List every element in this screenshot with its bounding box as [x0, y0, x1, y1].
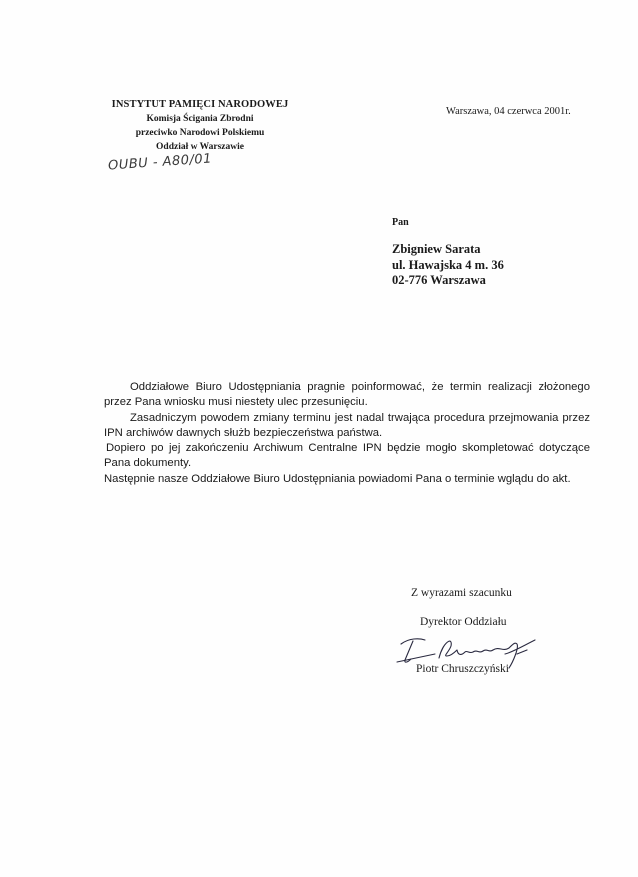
- recipient-street: ul. Hawajska 4 m. 36: [392, 257, 504, 272]
- recipient-name: Zbigniew Sarata: [392, 242, 481, 256]
- paragraph-3: Dopiero po jej zakończeniu Archiwum Centralne IPN będzie mogło skompletować dotyczące Pana dokumenty.: [104, 442, 590, 470]
- recipient-salutation: Pan: [392, 217, 409, 228]
- signer-name: Piotr Chruszczyński: [416, 663, 509, 675]
- handwritten-reference: OUBU - A80/01: [107, 151, 213, 174]
- letterhead-line-3: Oddział w Warszawie: [156, 142, 244, 152]
- recipient-address: [392, 242, 504, 289]
- letterhead: [105, 98, 295, 154]
- letterhead-line-1: Komisja Ścigania Zbrodni: [146, 114, 254, 124]
- closing-regards: Z wyrazami szacunku: [411, 587, 512, 599]
- institution-name: INSTYTUT PAMIĘCI NARODOWEJ: [111, 99, 289, 110]
- paragraph-4: Następnie nasze Oddziałowe Biuro Udostępniania powiadomi Pana o terminie wglądu do akt.: [104, 472, 571, 485]
- signer-position: Dyrektor Oddziału: [420, 616, 507, 628]
- paragraph-1: Oddziałowe Biuro Udostępniania pragnie poinformować, że termin realizacji złożonego przez Pana wniosku musi niestety ulec przesunięciu.: [104, 381, 590, 409]
- letterhead-line-2: przeciwko Narodowi Polskiemu: [135, 128, 265, 138]
- letter-date: Warszawa, 04 czerwca 2001r.: [446, 106, 571, 117]
- letter-body: [104, 380, 590, 487]
- paragraph-2: Zasadniczym powodem zmiany terminu jest nadal trwająca procedura przejmowania przez IPN archiwów dawnych służb bezpieczeństwa państwa.: [104, 411, 590, 439]
- recipient-city: 02-776 Warszawa: [392, 273, 486, 287]
